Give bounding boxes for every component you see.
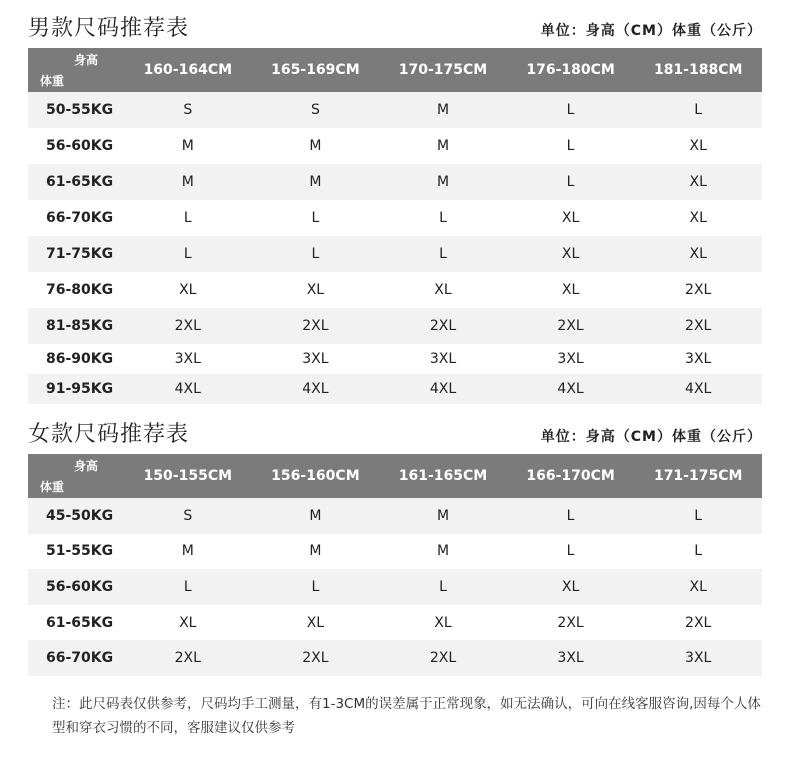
size-cell: L xyxy=(439,578,447,595)
size-cell: M xyxy=(436,102,450,118)
size-cell: S xyxy=(310,102,320,118)
size-cell: 3XL xyxy=(557,650,584,667)
size-cell: M xyxy=(181,138,194,154)
size-cell: 4XL xyxy=(429,381,457,397)
size-cell: M xyxy=(309,174,322,190)
size-cell: XL xyxy=(689,578,707,595)
weight-label: 91-95KG xyxy=(46,381,114,397)
size-cell: 3XL xyxy=(685,351,712,367)
table-row xyxy=(28,272,762,308)
size-cell: L xyxy=(439,210,447,226)
weight-label: 81-85KG xyxy=(46,318,114,334)
size-cell: M xyxy=(436,174,450,190)
size-cell: M xyxy=(436,543,450,560)
size-cell: L xyxy=(439,246,447,262)
men-unit-note: 单位：身高（CM）体重（公斤） xyxy=(540,23,762,39)
women-col-header: 156-160CM xyxy=(271,468,360,484)
men-col-header: 181-188CM xyxy=(653,62,743,78)
women-col-header: 150-155CM xyxy=(143,468,233,484)
women-col-header: 171-175CM xyxy=(653,468,743,484)
weight-label: 56-60KG xyxy=(46,578,114,595)
table-row xyxy=(28,498,762,534)
women-corner-cell xyxy=(28,454,124,498)
size-cell: L xyxy=(311,210,320,226)
men-size-table xyxy=(28,48,762,404)
size-cell: 2XL xyxy=(302,318,329,334)
table-row xyxy=(28,308,762,344)
size-cell: L xyxy=(694,507,703,524)
women-header-row xyxy=(28,454,762,498)
table-row xyxy=(28,128,762,164)
weight-label: 56-60KG xyxy=(46,138,114,154)
size-cell: M xyxy=(309,507,322,524)
size-cell: XL xyxy=(434,614,452,631)
men-col-header: 170-175CM xyxy=(398,62,488,78)
size-cell: M xyxy=(309,543,322,560)
weight-label: 61-65KG xyxy=(46,174,114,190)
size-cell: L xyxy=(566,174,575,190)
size-cell: XL xyxy=(561,282,580,298)
women-table-title: 女款尺码推荐表 xyxy=(28,422,190,447)
table-row xyxy=(28,236,762,272)
weight-label: 50-55KG xyxy=(46,102,114,118)
size-cell: 2XL xyxy=(174,650,201,667)
table-row xyxy=(28,605,762,641)
size-cell: 4XL xyxy=(302,381,329,397)
women-col-header: 161-165CM xyxy=(398,468,488,484)
table-row xyxy=(28,374,762,404)
men-table-title: 男款尺码推荐表 xyxy=(28,16,190,41)
size-cell: XL xyxy=(689,174,707,190)
size-cell: L xyxy=(183,246,192,262)
size-cell: 2XL xyxy=(174,318,201,334)
women-size-table xyxy=(28,454,762,676)
weight-label: 76-80KG xyxy=(46,282,114,298)
size-cell: XL xyxy=(561,578,580,595)
men-col-header: 160-164CM xyxy=(143,62,233,78)
size-cell: XL xyxy=(689,138,707,154)
men-size-section xyxy=(28,8,762,404)
table-row xyxy=(28,164,762,200)
size-cell: L xyxy=(566,102,575,118)
size-cell: 2XL xyxy=(557,614,584,631)
size-cell: L xyxy=(183,578,192,595)
weight-label: 45-50KG xyxy=(46,507,114,524)
size-cell: M xyxy=(436,507,450,524)
size-cell: L xyxy=(694,102,703,118)
size-cell: 2XL xyxy=(302,650,329,667)
disclaimer-note: 注：此尺码表仅供参考，尺码均手工测量，有1-3CM的误差属于正常现象，如无法确认，可向在线客服咨询,因每个人体型和穿衣习惯的不同，客服建议仅供参考 xyxy=(52,696,761,736)
weight-label: 86-90KG xyxy=(46,351,114,367)
size-cell: L xyxy=(566,543,575,560)
size-cell: L xyxy=(566,507,575,524)
weight-label: 66-70KG xyxy=(46,210,114,226)
women-size-section xyxy=(28,414,762,676)
table-row xyxy=(28,200,762,236)
size-cell: 2XL xyxy=(685,614,712,631)
size-cell: L xyxy=(311,246,320,262)
size-cell: L xyxy=(694,543,703,560)
size-cell: 4XL xyxy=(557,381,584,397)
size-cell: XL xyxy=(689,246,707,262)
size-cell: 2XL xyxy=(685,318,712,334)
size-cell: 3XL xyxy=(557,351,584,367)
men-section-header xyxy=(28,8,762,48)
corner-weight-label: 体重 xyxy=(40,480,65,494)
size-cell: M xyxy=(181,543,194,560)
size-cell: 2XL xyxy=(429,318,457,334)
size-cell: 3XL xyxy=(302,351,329,367)
size-cell: XL xyxy=(561,210,580,226)
size-cell: XL xyxy=(179,282,197,298)
size-cell: S xyxy=(183,507,193,524)
size-cell: 3XL xyxy=(685,650,712,667)
women-section-header xyxy=(28,414,762,454)
weight-label: 71-75KG xyxy=(46,246,114,262)
table-row xyxy=(28,640,762,676)
size-cell: XL xyxy=(561,246,580,262)
size-cell: 4XL xyxy=(685,381,712,397)
size-cell: 4XL xyxy=(174,381,201,397)
women-col-header: 166-170CM xyxy=(526,468,615,484)
table-row xyxy=(28,92,762,128)
men-col-header: 165-169CM xyxy=(271,62,360,78)
size-cell: L xyxy=(566,138,575,154)
men-header-row xyxy=(28,48,762,92)
table-row xyxy=(28,534,762,570)
size-cell: XL xyxy=(179,614,197,631)
size-cell: XL xyxy=(689,210,707,226)
size-cell: M xyxy=(436,138,450,154)
weight-label: 51-55KG xyxy=(46,543,114,560)
men-corner-cell xyxy=(28,48,124,92)
corner-height-label: 身高 xyxy=(73,459,98,473)
table-row xyxy=(28,569,762,605)
men-col-header: 176-180CM xyxy=(526,62,615,78)
table-row xyxy=(28,344,762,374)
size-cell: M xyxy=(181,174,194,190)
size-cell: L xyxy=(183,210,192,226)
corner-weight-label: 体重 xyxy=(40,74,65,88)
size-cell: XL xyxy=(434,282,452,298)
size-cell: XL xyxy=(306,282,325,298)
size-cell: 3XL xyxy=(174,351,201,367)
size-cell: XL xyxy=(306,614,325,631)
weight-label: 66-70KG xyxy=(46,650,114,667)
women-unit-note: 单位：身高（CM）体重（公斤） xyxy=(540,429,762,445)
size-cell: 2XL xyxy=(557,318,584,334)
size-cell: 3XL xyxy=(429,351,457,367)
size-cell: L xyxy=(311,578,320,595)
size-cell: M xyxy=(309,138,322,154)
size-cell: S xyxy=(183,102,193,118)
size-cell: 2XL xyxy=(685,282,712,298)
corner-height-label: 身高 xyxy=(73,53,98,67)
size-cell: 2XL xyxy=(429,650,457,667)
weight-label: 61-65KG xyxy=(46,614,114,631)
